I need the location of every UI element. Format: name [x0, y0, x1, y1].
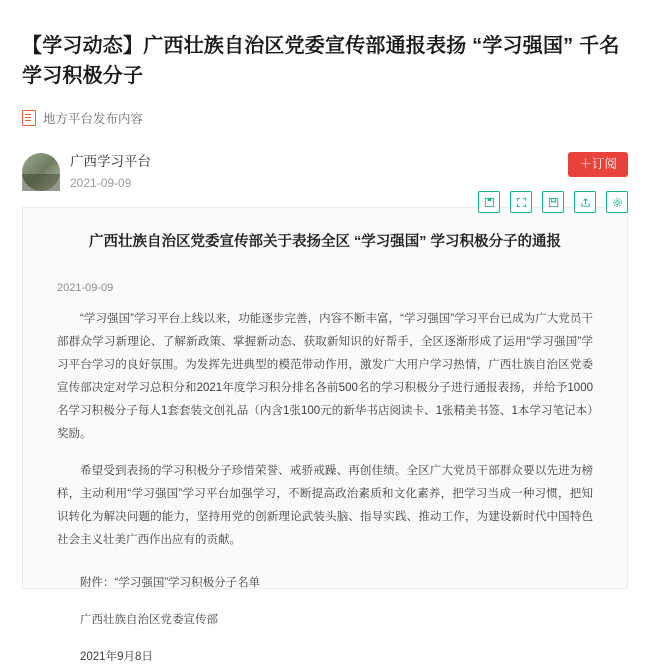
article-page — [0, 13, 650, 663]
source-info — [70, 153, 151, 192]
document-list-icon — [22, 110, 36, 126]
publish-date: 2021-09-09 — [70, 175, 132, 190]
category-row — [22, 109, 628, 127]
article-body — [22, 207, 628, 663]
share-icon[interactable] — [574, 191, 596, 213]
article-date: 2021-09-09 — [57, 281, 114, 294]
collect-icon[interactable] — [542, 191, 564, 213]
page-title: 【学习动态】广西壮族自治区党委宣传部通报表扬 “学习强国” 千名学习积极分子 — [22, 35, 620, 88]
article-paragraph: “学习强国”学习平台上线以来，功能逐步完善，内容不断丰富，“学习强国”学习平台已成为广大党员干部群众学习新理论、了解新政策、掌握新动态、获取新知识的好帮手，全区逐渐形成了运用“学习强国”学习平台学习的良好氛围。为发挥先进典型的模范带动作用，激发广大用户学习热情，广西壮族自治区党委宣传部决定对学习总积分和2021年度学习积分排名各前500名的学习积极分子进行通报表扬，并给予1000名学习积极分子每人1套套装文创礼品（内含1张100元的新华书店阅读卡、1张精美书签、1本学习笔记本）奖励。 — [57, 312, 593, 440]
article-signature: 广西壮族自治区党委宣传部 — [80, 613, 218, 626]
save-icon[interactable] — [478, 191, 500, 213]
source-meta — [22, 149, 628, 195]
article-title: 广西壮族自治区党委宣传部关于表扬全区 “学习强国” 学习积极分子的通报 — [88, 234, 562, 251]
source-name: 广西学习平台 — [70, 154, 151, 170]
category-label: 地方平台发布内容 — [43, 112, 144, 127]
article-toolbar — [478, 191, 628, 213]
article-attachment: 附件：“学习强国”学习积极分子名单 — [80, 576, 261, 589]
article-sign-date: 2021年9月8日 — [80, 650, 153, 663]
article-paragraph: 希望受到表扬的学习积极分子珍惜荣誉、戒骄戒躁、再创佳绩。全区广大党员干部群众要以先进为榜样，主动利用“学习强国”学习平台加强学习，不断提高政治素质和文化素养，把学习当成一种习惯，把知识转化为解决问题的能力，坚持用党的创新理论武装头脑、指导实践、推动工作，为建设新时代中国特色社会主义壮美广西作出应有的贡献。 — [57, 464, 593, 546]
subscribe-button[interactable]: ＋订阅 — [568, 152, 628, 177]
settings-icon[interactable] — [606, 191, 628, 213]
fullscreen-icon[interactable] — [510, 191, 532, 213]
avatar — [22, 153, 60, 191]
